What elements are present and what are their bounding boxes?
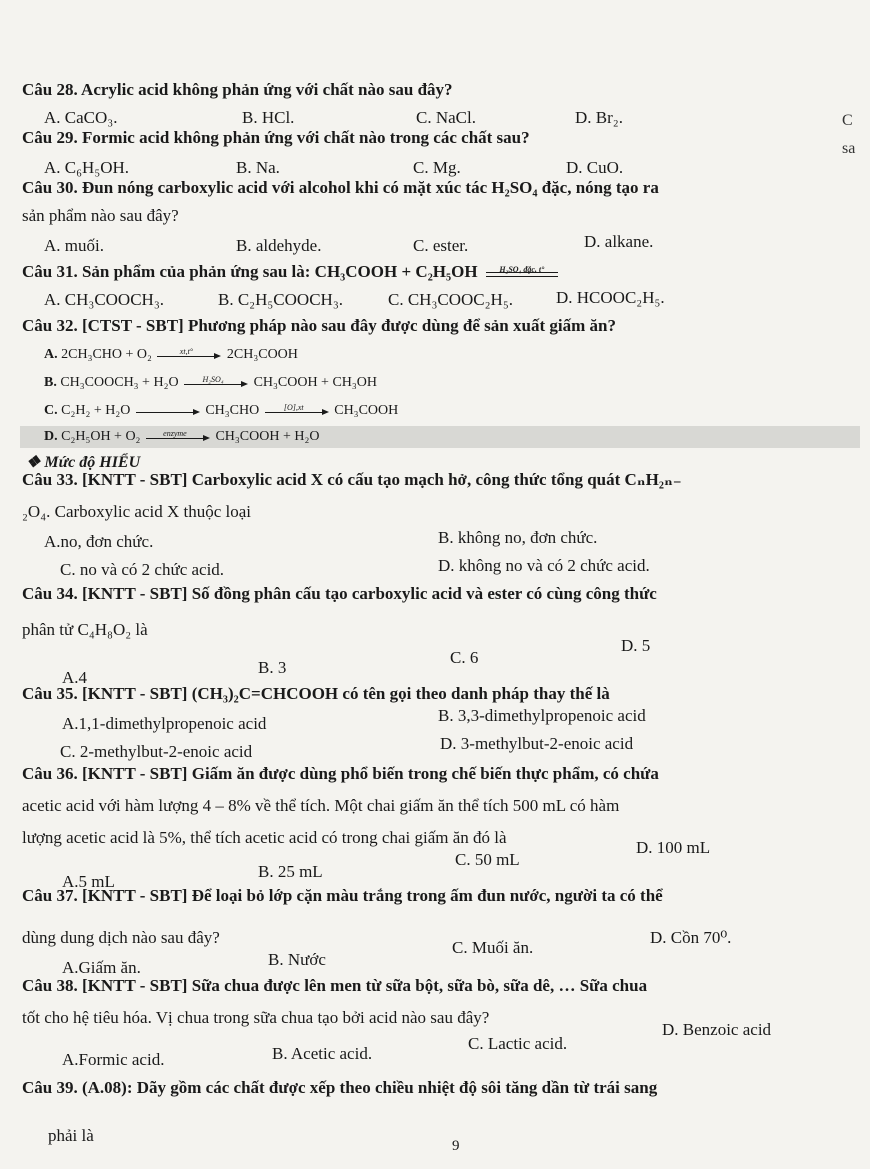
question-30-stem-line1: Câu 30. Đun nóng carboxylic acid với alcohol khi có mặt xúc tác H₂SO₄ đặc, nóng tạo ra	[22, 178, 659, 197]
q34-option-a: A.4	[62, 668, 88, 687]
q32-d-reactants: C₂H₅OH + O₂	[61, 429, 141, 444]
q29-option-c: C. Mg.	[413, 158, 461, 177]
q37-option-a: A.Giấm ăn.	[62, 958, 141, 977]
q31-option-b: B. C₂H₅COOCH₃.	[218, 290, 343, 309]
question-39-stem-line2: phải là	[48, 1126, 94, 1145]
q32-c-reactants: C₂H₂ + H₂O	[61, 403, 131, 418]
q32-option-a-label: A.	[44, 347, 58, 362]
reaction-arrow	[184, 376, 248, 390]
q32-a-reactants: 2CH₃CHO + O₂	[61, 347, 152, 362]
q35-option-d: D. 3-methylbut-2-enoic acid	[440, 734, 634, 753]
reaction-arrow	[136, 404, 200, 418]
q35-option-c: C. 2-methylbut-2-enoic acid	[60, 742, 253, 761]
edge-fragment-s: sa	[842, 140, 856, 157]
question-29-stem: Câu 29. Formic acid không phản ứng với chất nào trong các chất sau?	[22, 128, 530, 147]
question-33-stem-line2: ₂O₄. Carboxylic acid X thuộc loại	[22, 502, 252, 521]
q29-option-d: D. CuO.	[566, 158, 624, 177]
q36-option-b: B. 25 mL	[258, 862, 323, 881]
question-37-stem-line2: dùng dung dịch nào sau đây?	[22, 928, 220, 947]
q32-option-c-label: C.	[44, 403, 58, 418]
reaction-arrow	[265, 404, 329, 418]
page-number: 9	[452, 1138, 460, 1154]
question-35-stem: Câu 35. [KNTT - SBT] (CH₃)₂C=CHCOOH có tên gọi theo danh pháp thay thế là	[22, 684, 610, 703]
reaction-condition: xt,t°	[179, 346, 193, 356]
q29-option-a: A. C₆H₅OH.	[44, 158, 130, 177]
q33-option-b: B. không no, đơn chức.	[438, 528, 598, 547]
q33-option-a: A.no, đơn chức.	[44, 532, 154, 551]
q32-option-b	[44, 374, 377, 392]
q37-option-c: C. Muối ăn.	[452, 938, 534, 957]
q34-option-c: C. 6	[450, 648, 479, 667]
section-heading: ❖ Mức độ HIỂU	[26, 454, 141, 471]
q38-option-a: A.Formic acid.	[62, 1050, 165, 1069]
q34-option-d: D. 5	[621, 636, 651, 655]
question-38-stem-line1: Câu 38. [KNTT - SBT] Sữa chua được lên men từ sữa bột, sữa bò, sữa dê, … Sữa chua	[22, 976, 648, 995]
question-34-stem-line2: phân tử C₄H₈O₂ là	[22, 620, 148, 639]
q30-option-d: D. alkane.	[584, 232, 654, 251]
q28-option-a: A. CaCO₃.	[44, 108, 118, 127]
reaction-condition: [O],xt	[283, 402, 304, 412]
edge-fragment-c: C	[842, 112, 853, 129]
q32-option-d-label: D.	[44, 429, 58, 444]
q38-option-b: B. Acetic acid.	[272, 1044, 373, 1063]
question-37-stem-line1: Câu 37. [KNTT - SBT] Để loại bỏ lớp cặn màu trắng trong ấm đun nước, người ta có thể	[22, 886, 663, 905]
question-31-stem	[22, 262, 558, 282]
question-33-stem-line1: Câu 33. [KNTT - SBT] Carboxylic acid X có cấu tạo mạch hở, công thức tổng quát CₙH₂ₙ₋	[22, 470, 682, 489]
question-28-stem: Câu 28. Acrylic acid không phản ứng với chất nào sau đây?	[22, 80, 453, 99]
q33-option-c: C. no và có 2 chức acid.	[60, 560, 225, 579]
q31-option-c: C. CH₃COOC₂H₅.	[388, 290, 513, 309]
q36-option-c: C. 50 mL	[455, 850, 520, 869]
reaction-arrow	[157, 348, 221, 362]
q36-option-d: D. 100 mL	[636, 838, 711, 857]
reaction-condition: H₂SO₄	[202, 374, 224, 384]
question-39-stem-line1: Câu 39. (A.08): Dãy gồm các chất được xếp theo chiều nhiệt độ sôi tăng dần từ trái sang	[22, 1078, 658, 1097]
question-34-stem-line1: Câu 34. [KNTT - SBT] Số đồng phân cấu tạo carboxylic acid và ester có cùng công thức	[22, 584, 657, 603]
q32-c-products: CH₃COOH	[334, 403, 399, 418]
q34-option-b: B. 3	[258, 658, 287, 677]
q32-b-products: CH₃COOH + CH₃OH	[253, 375, 378, 390]
q32-option-b-label: B.	[44, 375, 57, 390]
q37-option-d: D. Cồn 70⁰.	[650, 928, 732, 947]
q32-option-d	[44, 428, 319, 446]
q33-option-d: D. không no và có 2 chức acid.	[438, 556, 650, 575]
q31-option-a: A. CH₃COOCH₃.	[44, 290, 165, 309]
q32-a-products: 2CH₃COOH	[226, 347, 298, 362]
question-31-stem-text: Câu 31. Sản phẩm của phản ứng sau là: CH₃COOH + C₂H₅OH	[22, 262, 478, 281]
q28-option-d: D. Br₂.	[575, 108, 623, 127]
question-38-stem-line2: tốt cho hệ tiêu hóa. Vị chua trong sữa chua tạo bởi acid nào sau đây?	[22, 1008, 490, 1027]
q28-option-c: C. NaCl.	[416, 108, 476, 127]
question-36-stem-line3: lượng acetic acid là 5%, thể tích acetic acid có trong chai giấm ăn đó là	[22, 828, 507, 847]
q31-option-d: D. HCOOC₂H₅.	[556, 288, 665, 307]
q36-option-a: A.5 mL	[62, 872, 115, 891]
q38-option-c: C. Lactic acid.	[468, 1034, 568, 1053]
reaction-condition: enzyme	[163, 428, 187, 438]
question-32-stem: Câu 32. [CTST - SBT] Phương pháp nào sau đây được dùng để sản xuất giấm ăn?	[22, 316, 616, 335]
reaction-equilibrium-arrow	[486, 266, 558, 280]
reaction-condition: H₂SO₄ đặc, t°	[499, 265, 545, 275]
q32-d-products: CH₃COOH + H₂O	[215, 429, 320, 444]
q32-option-a	[44, 346, 298, 364]
q32-option-c	[44, 402, 398, 420]
q37-option-b: B. Nước	[268, 950, 326, 969]
q28-option-b: B. HCl.	[242, 108, 295, 127]
q38-option-d: D. Benzoic acid	[662, 1020, 772, 1039]
q29-option-b: B. Na.	[236, 158, 280, 177]
q35-option-b: B. 3,3-dimethylpropenoic acid	[438, 706, 646, 725]
q32-b-reactants: CH₃COOCH₃ + H₂O	[60, 375, 179, 390]
q32-c-intermediate: CH₃CHO	[205, 403, 260, 418]
q30-option-b: B. aldehyde.	[236, 236, 322, 255]
reaction-arrow	[146, 430, 210, 444]
q35-option-a: A.1,1-dimethylpropenoic acid	[62, 714, 267, 733]
question-30-stem-line2: sản phẩm nào sau đây?	[22, 206, 179, 225]
q30-option-c: C. ester.	[413, 236, 469, 255]
q30-option-a: A. muối.	[44, 236, 104, 255]
question-36-stem-line2: acetic acid với hàm lượng 4 – 8% về thể tích. Một chai giấm ăn thể tích 500 mL có hàm	[22, 796, 620, 815]
question-36-stem-line1: Câu 36. [KNTT - SBT] Giấm ăn được dùng phổ biến trong chế biến thực phẩm, có chứa	[22, 764, 659, 783]
